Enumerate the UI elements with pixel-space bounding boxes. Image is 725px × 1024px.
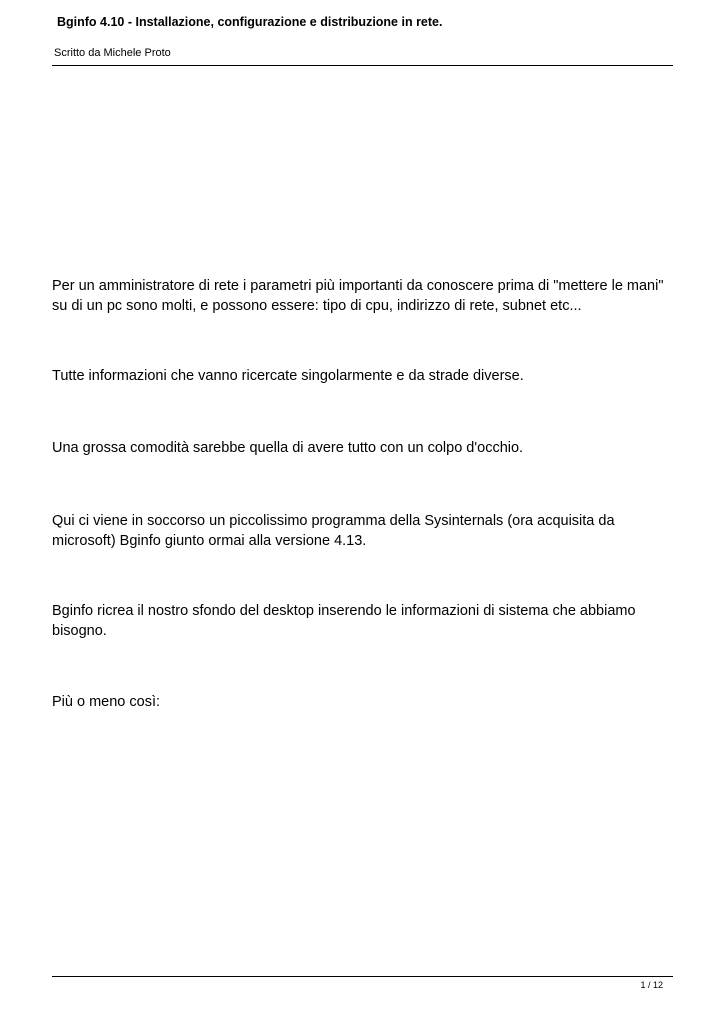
document-title: Bginfo 4.10 - Installazione, configurazione e distribuzione in rete. — [57, 15, 443, 29]
paragraph-5: Bginfo ricrea il nostro sfondo del desktop inserendo le informazioni di sistema che abbiamo bisogno. — [52, 603, 636, 639]
paragraph-6: Più o meno così: — [52, 694, 160, 710]
page-number: 1 / 12 — [640, 980, 663, 990]
header-divider — [52, 65, 673, 66]
footer-divider — [52, 976, 673, 977]
paragraph-3: Una grossa comodità sarebbe quella di avere tutto con un colpo d'occhio. — [52, 440, 524, 456]
document-author: Scritto da Michele Proto — [54, 47, 171, 59]
paragraph-1: Per un amministratore di rete i parametri più importanti da conoscere prima di "mettere le mani" su di un pc sono molti, e possono essere: tipo di cpu, indirizzo di rete, subnet etc... — [52, 278, 664, 314]
paragraph-4: Qui ci viene in soccorso un piccolissimo programma della Sysinternals (ora acquisita da microsoft) Bginfo giunto ormai alla versione 4.13. — [52, 513, 615, 549]
paragraph-2: Tutte informazioni che vanno ricercate singolarmente e da strade diverse. — [52, 368, 524, 384]
